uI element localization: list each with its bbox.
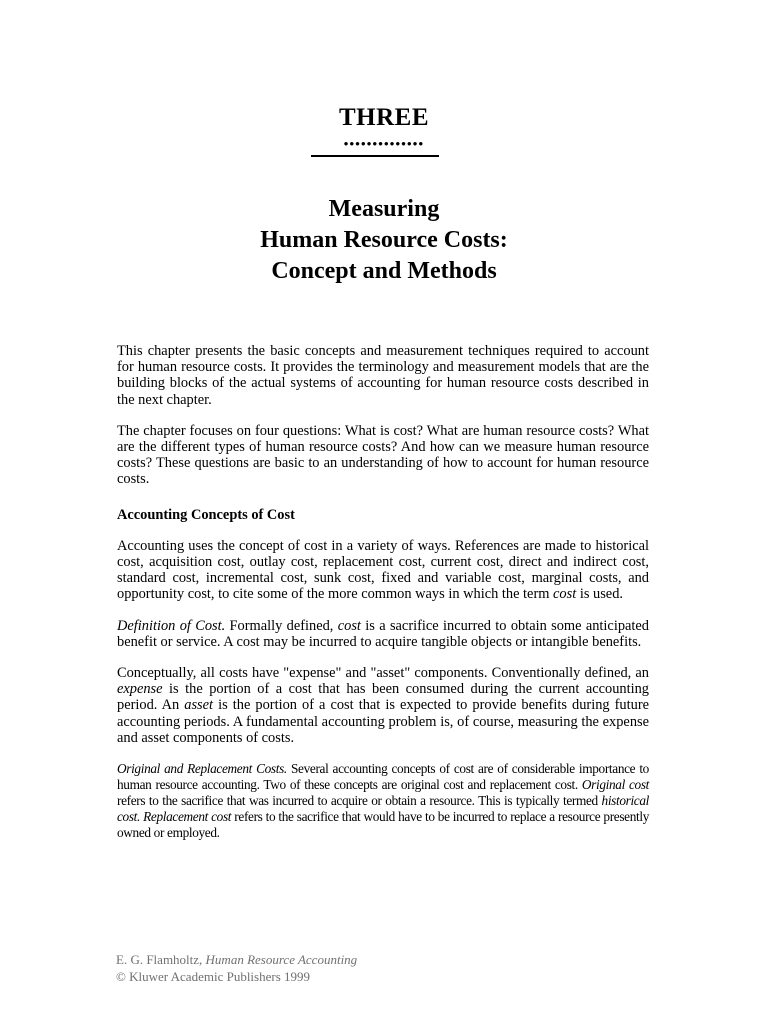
- chapter-title: [0, 194, 768, 287]
- expense-asset-text-b: is the portion of a cost that has been consumed during the current accounting period. An: [117, 681, 649, 714]
- cost-uses-end: is used.: [576, 586, 623, 603]
- intro-paragraph-1: This chapter presents the basic concepts and measurement techniques required to account for human resource costs. It provides the terminology and measurement models that are the building blocks of the actual systems of accounting for human resource costs described in the next chapter.: [117, 343, 649, 408]
- cost-uses-paragraph: [117, 538, 649, 603]
- expense-term: expense: [117, 681, 163, 698]
- historical-cost-term: historical cost.: [117, 793, 649, 825]
- cost-uses-text: Accounting uses the concept of cost in a variety of ways. References are made to historical cost, acquisition cost, outlay cost, replacement cost, current cost, direct and indirect cost, standard cost, incremental cost, sunk cost, fixed and variable cost, marginal costs, and opportunity cost, to cite some of the more common ways in which the term: [117, 537, 649, 603]
- cost-term: cost: [553, 586, 577, 603]
- footer-author: E. G. Flamholtz,: [116, 952, 206, 967]
- footer-author-line: [116, 952, 357, 969]
- expense-asset-text-a: Conceptually, all costs have "expense" and "asset" components. Conventionally defined, an: [117, 665, 649, 682]
- asset-term: asset: [184, 697, 214, 714]
- definition-text-a: Formally defined,: [225, 617, 338, 634]
- intro-paragraph-2: The chapter focuses on four questions: What is cost? What are human resource costs? What are the different types of human resource costs? And how can we measure human resource costs? These questions are basic to an understanding of how to account for human resource costs.: [117, 422, 649, 488]
- chapter-number: THREE: [338, 104, 430, 131]
- footer-copyright: © Kluwer Academic Publishers 1999: [116, 968, 311, 984]
- replacement-cost-term: Replacement cost: [143, 809, 232, 825]
- expense-asset-text-c: is the portion of a cost that is expected to provide benefits during future accounting periods. A fundamental accounting problem is, of course, measuring the expense and asset components of costs.: [117, 697, 649, 746]
- original-cost-term: Original cost: [581, 777, 649, 793]
- chapter-title-line-1: Measuring: [328, 196, 440, 222]
- chapter-dots-ornament: ••••••••••••••: [343, 136, 425, 151]
- expense-asset-paragraph: [117, 665, 649, 746]
- definition-text-b: is a sacrifice incurred to obtain some anticipated benefit or service. A cost may be incurred to acquire tangible objects or intangible benefits.: [117, 617, 649, 650]
- page-footer: [116, 952, 357, 985]
- original-replacement-label: Original and Replacement Costs.: [117, 761, 287, 777]
- original-replacement-text-b: refers to the sacrifice that was incurred to acquire or obtain a resource. This is typically termed: [117, 793, 602, 809]
- original-replacement-text-d: refers to the sacrifice that would have to be incurred to replace a resource presently owned or employed.: [117, 809, 649, 841]
- chapter-body: [117, 343, 649, 841]
- definition-term: cost: [337, 617, 361, 634]
- original-replacement-text-a: Several accounting concepts of cost are of considerable importance to human resource accounting. Two of these concepts are original cost and replacement cost.: [117, 761, 649, 793]
- chapter-rule: [311, 155, 439, 157]
- definition-label: Definition of Cost.: [117, 617, 226, 634]
- chapter-title-line-2: Human Resource Costs:: [260, 227, 508, 253]
- original-replacement-paragraph: [117, 761, 649, 841]
- definition-paragraph: [117, 618, 649, 650]
- section-heading: Accounting Concepts of Cost: [117, 506, 295, 523]
- chapter-title-line-3: Concept and Methods: [271, 258, 497, 284]
- footer-book-title: Human Resource Accounting: [205, 952, 358, 967]
